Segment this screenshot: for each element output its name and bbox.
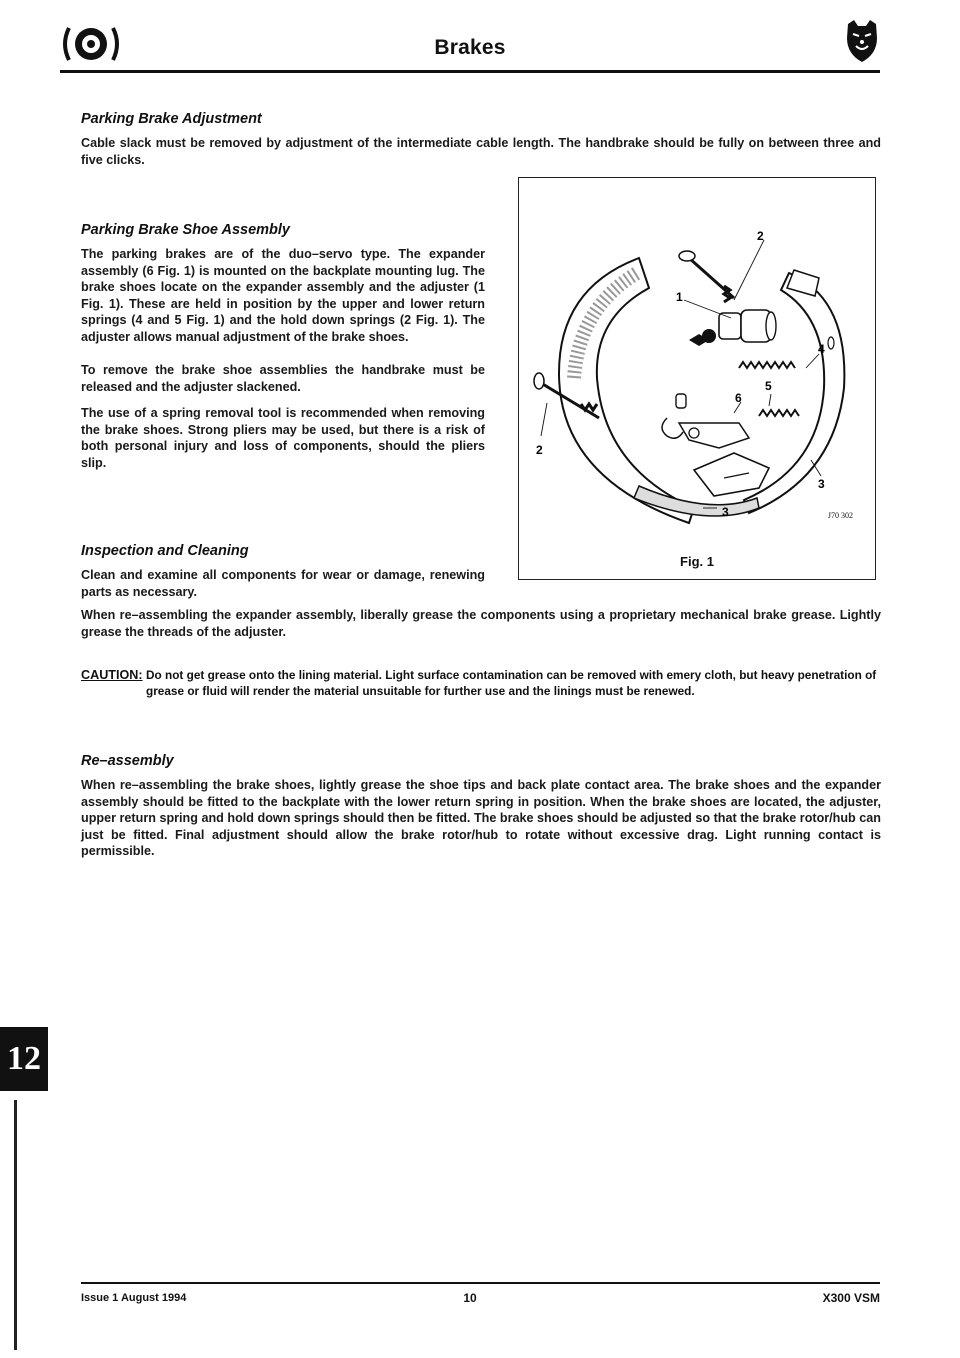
section-title-reassembly: Re–assembly [81,753,174,769]
section-title-parking-adjustment: Parking Brake Adjustment [81,111,262,127]
paragraph-shoe-assembly-3: The use of a spring removal tool is recommended when removing the brake shoes. Strong pliers may be used, but there is a risk of both personal injury and loss of components, should the pliers slip. [81,406,485,470]
caution-text: Do not get grease onto the lining material. Light surface contamination can be removed with emery cloth, but heavy penetration of grease or fluid will render the material unsuitable for further use and the linings must be renewed. [146,668,877,698]
footer-issue: Issue 1 August 1994 [81,1292,187,1304]
section-title-shoe-assembly: Parking Brake Shoe Assembly [81,222,290,238]
binding-mark [14,1100,17,1350]
callout-4: 4 [818,342,825,356]
paragraph-parking-adjustment: Cable slack must be removed by adjustment of the intermediate cable length. The handbrake should be fully on between three and five clicks. [81,136,881,167]
footer-page-number: 10 [463,1291,477,1305]
figure-caption: Fig. 1 [680,554,714,569]
callout-3-right: 3 [818,477,825,491]
paragraph-shoe-assembly-2: To remove the brake shoe assemblies the handbrake must be released and the adjuster slackened. [81,363,485,394]
brake-shoe-diagram [519,178,875,548]
callout-2-left: 2 [536,443,543,457]
header-rule [60,70,880,73]
page-title: Brakes [434,36,506,59]
figure-reference: J70 302 [827,511,853,520]
paragraph-inspection-1: Clean and examine all components for wear or damage, renewing parts as necessary. [81,568,485,599]
section-title-inspection: Inspection and Cleaning [81,543,249,559]
figure-1 [518,177,876,580]
jaguar-head-icon [844,18,880,64]
callout-2-top: 2 [757,229,764,243]
paragraph-shoe-assembly-1: The parking brakes are of the duo–servo type. The expander assembly (6 Fig. 1) is mounted on the backplate mounting lug. The brake shoes locate on the expander assembly and the adjuster (1 Fig. 1). These are held in position by the upper and lower return springs (4 and 5 Fig. 1) and the hold down springs (2 Fig. 1). The adjuster allows manual adjustment of the brake shoes. [81,247,485,344]
footer-rule [81,1282,880,1284]
paragraph-inspection-2: When re–assembling the expander assembly, liberally grease the components using a proprietary mechanical brake grease. Lightly grease the threads of the adjuster. [81,608,881,639]
footer-manual-code: X300 VSM [822,1291,880,1305]
callout-5: 5 [765,379,772,393]
callout-6: 6 [735,391,742,405]
section-tab: 12 [0,1027,48,1091]
caution-label: CAUTION: [81,668,143,682]
callout-1: 1 [676,290,683,304]
callout-3-bottom: 3 [722,505,729,519]
page-header [60,18,880,78]
paragraph-reassembly: When re–assembling the brake shoes, lightly grease the shoe tips and back plate contact area. The brake shoes and the expander assembly should be fitted to the backplate with the lower return spring in position. When the brake shoes are located, the adjuster, upper return spring and hold down springs should then be fitted. The brake shoes should be adjusted so that the brake rotor/hub can just be fitted. Final adjustment should allow the brake rotor/hub to rotate without excessive drag. Light running contact is permissible. [81,778,881,858]
